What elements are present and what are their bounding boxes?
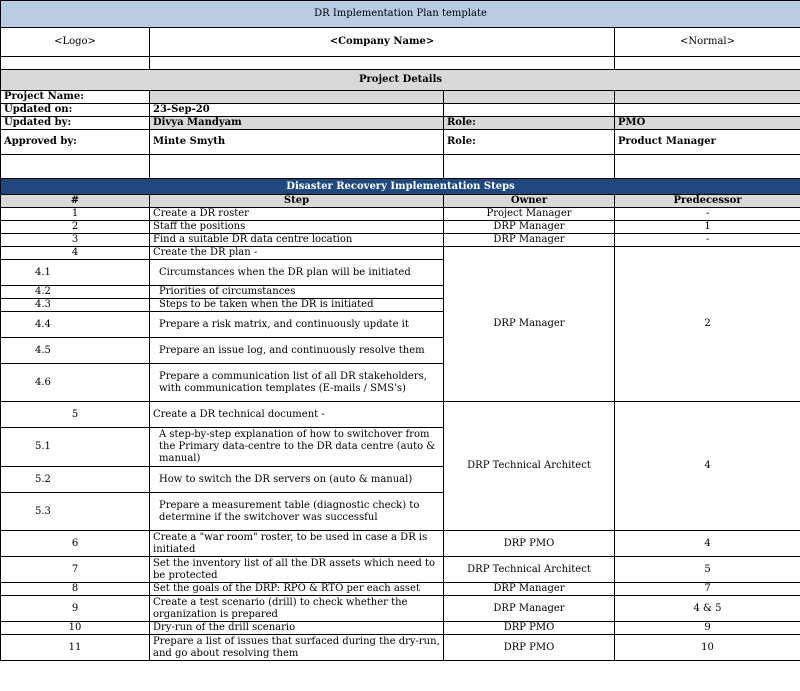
empty-cell[interactable]	[444, 155, 615, 179]
table-row	[1, 622, 800, 635]
step-number[interactable]: 5.2	[1, 467, 150, 493]
empty-cell[interactable]	[615, 155, 800, 179]
step-number[interactable]: 5	[1, 402, 150, 428]
step-number[interactable]: 4.3	[1, 299, 150, 312]
step-number[interactable]: 4.2	[1, 286, 150, 299]
step-number[interactable]: 4	[1, 247, 150, 260]
step-owner[interactable]: DRP PMO	[444, 622, 615, 635]
step-owner[interactable]: DRP Manager	[444, 234, 615, 247]
empty-cell[interactable]	[1, 57, 150, 70]
step-number[interactable]: 9	[1, 596, 150, 622]
step-text[interactable]: Staff the positions	[150, 221, 444, 234]
step-number[interactable]: 5.1	[1, 428, 150, 467]
step-text[interactable]: Create a DR roster	[150, 208, 444, 221]
table-row	[1, 531, 800, 557]
table-row	[1, 557, 800, 583]
steps-heading[interactable]: Disaster Recovery Implementation Steps	[1, 179, 800, 195]
project-name-label[interactable]: Project Name:	[1, 91, 150, 104]
step-text[interactable]: Create the DR plan -	[150, 247, 444, 260]
approved-by-role-label[interactable]: Role:	[444, 130, 615, 155]
step-text[interactable]: How to switch the DR servers on (auto & manual)	[150, 467, 444, 493]
step-number[interactable]: 1	[1, 208, 150, 221]
project-details-heading[interactable]: Project Details	[1, 70, 800, 91]
step-text[interactable]: Prepare a list of issues that surfaced during the dry-run, and go about resolving them	[150, 635, 444, 661]
step-owner[interactable]: DRP Technical Architect	[444, 402, 615, 531]
project-name-value[interactable]	[150, 91, 444, 104]
step-text[interactable]: Prepare a communication list of all DR stakeholders, with communication templates (E-mails / SMS's)	[150, 364, 444, 402]
step-owner[interactable]: DRP Manager	[444, 221, 615, 234]
step-owner[interactable]: Project Manager	[444, 208, 615, 221]
company-name-cell[interactable]: <Company Name>	[150, 28, 615, 57]
step-text[interactable]: Create a test scenario (drill) to check whether the organization is prepared	[150, 596, 444, 622]
approved-by-label[interactable]: Approved by:	[1, 130, 150, 155]
step-text[interactable]: Create a "war room" roster, to be used in case a DR is initiated	[150, 531, 444, 557]
table-row	[1, 635, 800, 661]
step-number[interactable]: 4.6	[1, 364, 150, 402]
empty-cell[interactable]	[1, 155, 150, 179]
step-number[interactable]: 6	[1, 531, 150, 557]
updated-by-role-value[interactable]: PMO	[615, 117, 800, 130]
empty-cell[interactable]	[615, 104, 800, 117]
empty-cell[interactable]	[444, 104, 615, 117]
table-row	[1, 402, 800, 428]
table-row	[1, 221, 800, 234]
step-owner[interactable]: DRP Manager	[444, 583, 615, 596]
column-header-number[interactable]: #	[1, 195, 150, 208]
empty-cell[interactable]	[150, 57, 615, 70]
updated-on-value[interactable]: 23-Sep-20	[150, 104, 444, 117]
step-owner[interactable]: DRP Technical Architect	[444, 557, 615, 583]
classification-cell[interactable]: <Normal>	[615, 28, 800, 57]
table-row	[1, 234, 800, 247]
step-predecessor[interactable]: 4 & 5	[615, 596, 800, 622]
step-predecessor[interactable]: 9	[615, 622, 800, 635]
step-predecessor[interactable]: -	[615, 234, 800, 247]
step-text[interactable]: Prepare an issue log, and continuously resolve them	[150, 338, 444, 364]
approved-by-value[interactable]: Minte Smyth	[150, 130, 444, 155]
step-owner[interactable]: DRP Manager	[444, 247, 615, 402]
table-row	[1, 583, 800, 596]
empty-cell[interactable]	[615, 91, 800, 104]
empty-cell[interactable]	[615, 57, 800, 70]
step-number[interactable]: 2	[1, 221, 150, 234]
step-owner[interactable]: DRP PMO	[444, 635, 615, 661]
step-number[interactable]: 5.3	[1, 493, 150, 531]
empty-cell[interactable]	[150, 155, 444, 179]
step-predecessor[interactable]: 2	[615, 247, 800, 402]
step-text[interactable]: Set the goals of the DRP: RPO & RTO per each asset	[150, 583, 444, 596]
step-owner[interactable]: DRP Manager	[444, 596, 615, 622]
step-text[interactable]: Dry-run of the drill scenario	[150, 622, 444, 635]
step-number[interactable]: 11	[1, 635, 150, 661]
sheet-title[interactable]: DR Implementation Plan template	[1, 1, 800, 28]
table-row	[1, 596, 800, 622]
step-text[interactable]: Steps to be taken when the DR is initiated	[150, 299, 444, 312]
empty-cell[interactable]	[444, 91, 615, 104]
step-predecessor[interactable]: 5	[615, 557, 800, 583]
step-number[interactable]: 3	[1, 234, 150, 247]
step-number[interactable]: 7	[1, 557, 150, 583]
updated-on-label[interactable]: Updated on:	[1, 104, 150, 117]
updated-by-value[interactable]: Divya Mandyam	[150, 117, 444, 130]
step-text[interactable]: Set the inventory list of all the DR assets which need to be protected	[150, 557, 444, 583]
step-number[interactable]: 4.4	[1, 312, 150, 338]
step-text[interactable]: Prepare a risk matrix, and continuously update it	[150, 312, 444, 338]
table-row	[1, 247, 800, 260]
step-number[interactable]: 8	[1, 583, 150, 596]
step-predecessor[interactable]: 1	[615, 221, 800, 234]
step-text[interactable]: A step-by-step explanation of how to switchover from the Primary data-centre to the DR data centre (auto & manual)	[150, 428, 444, 467]
step-text[interactable]: Create a DR technical document -	[150, 402, 444, 428]
column-header-predecessor[interactable]: Predecessor	[615, 195, 800, 208]
step-number[interactable]: 10	[1, 622, 150, 635]
step-predecessor[interactable]: 4	[615, 531, 800, 557]
step-predecessor[interactable]: 10	[615, 635, 800, 661]
logo-cell[interactable]: <Logo>	[1, 28, 150, 57]
column-header-step[interactable]: Step	[150, 195, 444, 208]
step-predecessor[interactable]: 7	[615, 583, 800, 596]
step-text[interactable]: Find a suitable DR data centre location	[150, 234, 444, 247]
step-predecessor[interactable]: 4	[615, 402, 800, 531]
column-header-owner[interactable]: Owner	[444, 195, 615, 208]
step-predecessor[interactable]: -	[615, 208, 800, 221]
updated-by-role-label[interactable]: Role:	[444, 117, 615, 130]
table-row	[1, 208, 800, 221]
approved-by-role-value[interactable]: Product Manager	[615, 130, 800, 155]
step-text[interactable]: Prepare a measurement table (diagnostic check) to determine if the switchover was successful	[150, 493, 444, 531]
step-text[interactable]: Priorities of circumstances	[150, 286, 444, 299]
step-text[interactable]: Circumstances when the DR plan will be initiated	[150, 260, 444, 286]
step-owner[interactable]: DRP PMO	[444, 531, 615, 557]
step-number[interactable]: 4.1	[1, 260, 150, 286]
updated-by-label[interactable]: Updated by:	[1, 117, 150, 130]
step-number[interactable]: 4.5	[1, 338, 150, 364]
